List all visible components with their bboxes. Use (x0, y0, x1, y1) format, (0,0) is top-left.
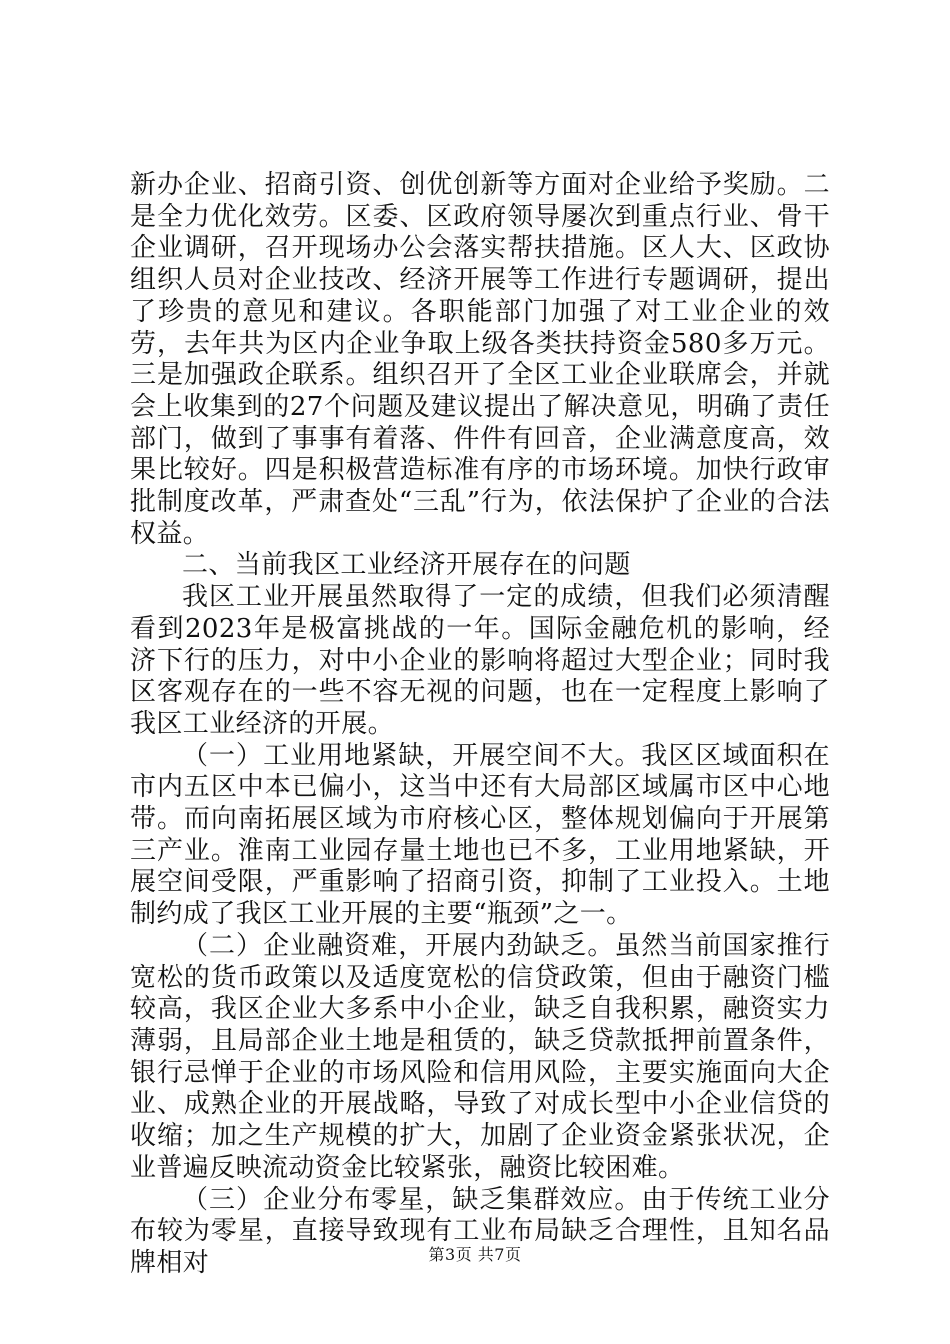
paragraph-land-shortage: （一）工业用地紧缺，开展空间不大。我区区域面积在市内五区中本已偏小，这当中还有大局部区域属市区中心地带。而向南拓展区域为市府核心区，整体规划偏向于开展第三产业。淮南工业园存量土地也已不多，工业用地紧缺，开展空间受限，严重影响了招商引资，抑制了工业投入。土地制约成了我区工业开展的主要“瓶颈”之一。 (130, 740, 830, 930)
section-heading-problems: 二、当前我区工业经济开展存在的问题 (182, 550, 631, 581)
paragraph-rewards-and-services: 新办企业、招商引资、创优创新等方面对企业给予奖励。二是全力优化效劳。区委、区政府领导屡次到重点行业、骨干企业调研，召开现场办公会落实帮扶措施。区人大、区政协组织人员对企业技改、经济开展等工作进行专题调研，提出了珍贵的意见和建议。各职能部门加强了对工业企业的效劳，去年共为区内企业争取上级各类扶持资金580多万元。三是加强政企联系。组织召开了全区工业企业联席会，并就会上收集到的27个问题及建议提出了解决意见，明确了责任部门，做到了事事有着落、件件有回音，企业满意度高，效果比较好。四是积极营造标准有序的市场环境。加快行政审批制度改革，严肃查处“三乱”行为，依法保护了企业的合法权益。 (130, 170, 830, 549)
document-body (130, 170, 830, 1280)
page-number-footer: 第3页 共7页 (428, 1245, 522, 1264)
paragraph-financing-difficulty: （二）企业融资难，开展内劲缺乏。虽然当前国家推行宽松的货币政策以及适度宽松的信贷政策，但由于融资门槛较高，我区企业大多系中小企业，缺乏自我积累，融资实力薄弱，且局部企业土地是租赁的，缺乏贷款抵押前置条件，银行忌惮于企业的市场风险和信用风险，主要实施面向大企业、成熟企业的开展战略，导致了对成长型中小企业信贷的收缩；加之生产规模的扩大，加剧了企业资金紧张状况，企业普遍反映流动资金比较紧张，融资比较困难。 (130, 930, 830, 1183)
paragraph-scattered-distribution: （三）企业分布零星，缺乏集群效应。由于传统工业分布较为零星，直接导致现有工业布局缺乏合理性，且知名品牌相对 (130, 1184, 830, 1278)
paragraph-challenges-intro: 我区工业开展虽然取得了一定的成绩，但我们必须清醒看到2023年是极富挑战的一年。国际金融危机的影响，经济下行的压力，对中小企业的影响将超过大型企业；同时我区客观存在的一些不容无视的问题，也在一定程度上影响了我区工业经济的开展。 (130, 582, 830, 739)
